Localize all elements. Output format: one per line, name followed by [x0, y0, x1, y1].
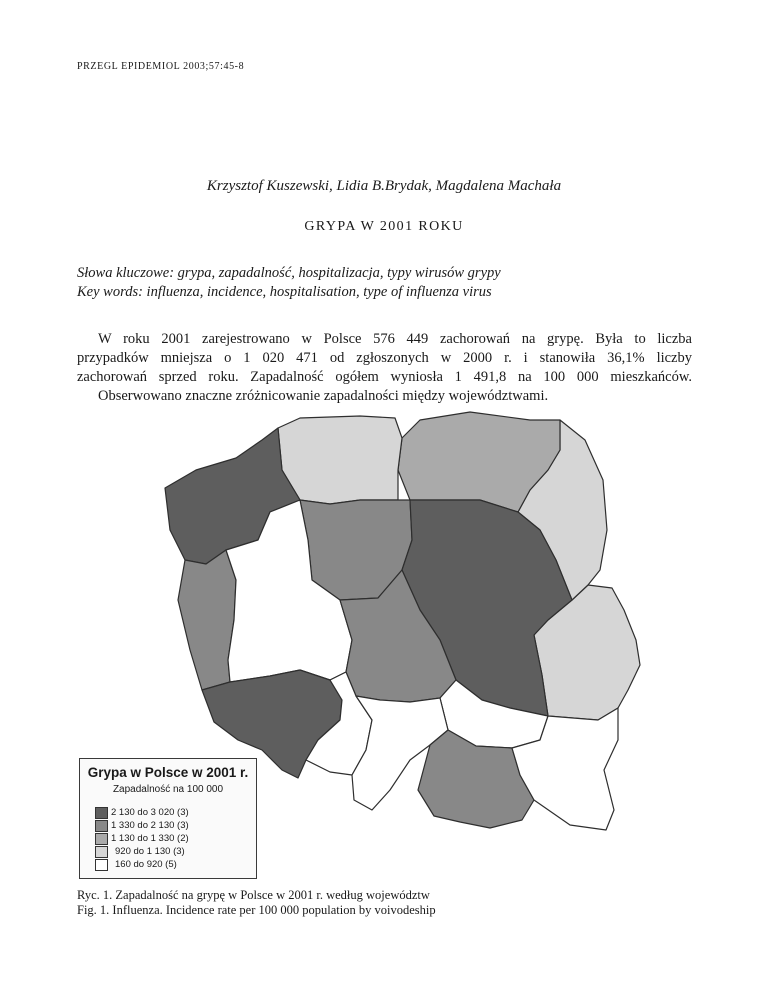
region-lubusz — [178, 550, 236, 690]
legend-item — [111, 820, 189, 832]
legend-subtitle: Zapadalność na 100 000 — [112, 784, 224, 795]
authors-line: Krzysztof Kuszewski, Lidia B.Brydak, Magdalena Machała — [206, 178, 562, 194]
legend-label: 2 130 do 3 020 (3) — [111, 807, 189, 818]
paragraph-line: przypadków mniejsza o 1 020 471 od zgłoszonych w 2000 r. i stanowiła 36,1% liczby — [77, 350, 692, 366]
legend-label: 920 do 1 130 (3) — [115, 846, 185, 857]
region-pomeranian — [278, 416, 402, 504]
legend-item — [111, 833, 189, 845]
legend-swatch — [95, 820, 108, 832]
legend-swatch — [95, 846, 108, 858]
legend-label: 1 130 do 1 330 (2) — [111, 833, 189, 844]
legend-label: 160 do 920 (5) — [115, 859, 177, 870]
legend-swatch — [95, 859, 108, 871]
figure-caption-polish: Ryc. 1. Zapadalność na grypę w Polsce w 2001 r. według województw — [77, 888, 430, 902]
legend-item — [115, 859, 177, 871]
keywords-english: Key words: influenza, incidence, hospitalisation, type of influenza virus — [77, 284, 492, 300]
legend-label: 1 330 do 2 130 (3) — [111, 820, 189, 831]
legend-title: Grypa w Polsce w 2001 r. — [87, 765, 249, 780]
paragraph-line: Obserwowano znaczne zróżnicowanie zapadalności między województwami. — [98, 388, 549, 404]
legend-item — [111, 807, 189, 819]
article-title: GRYPA W 2001 ROKU — [304, 219, 464, 234]
journal-header: PRZEGL EPIDEMIOL 2003;57:45-8 — [77, 61, 245, 72]
paragraph-line: W roku 2001 zarejestrowano w Polsce 576 449 zachorowań na grypę. Była to liczba — [98, 331, 692, 347]
map-legend — [79, 758, 257, 879]
legend-item — [115, 846, 185, 858]
paragraph-line: zachorowań sprzed roku. Zapadalność ogółem wyniosła 1 491,8 na 100 000 mieszkańców. — [77, 369, 692, 385]
legend-swatch — [95, 807, 108, 819]
legend-swatch — [95, 833, 108, 845]
figure-caption-english: Fig. 1. Influenza. Incidence rate per 100 000 population by voivodeship — [77, 903, 436, 917]
keywords-polish: Słowa kluczowe: grypa, zapadalność, hospitalizacja, typy wirusów grypy — [77, 265, 501, 281]
